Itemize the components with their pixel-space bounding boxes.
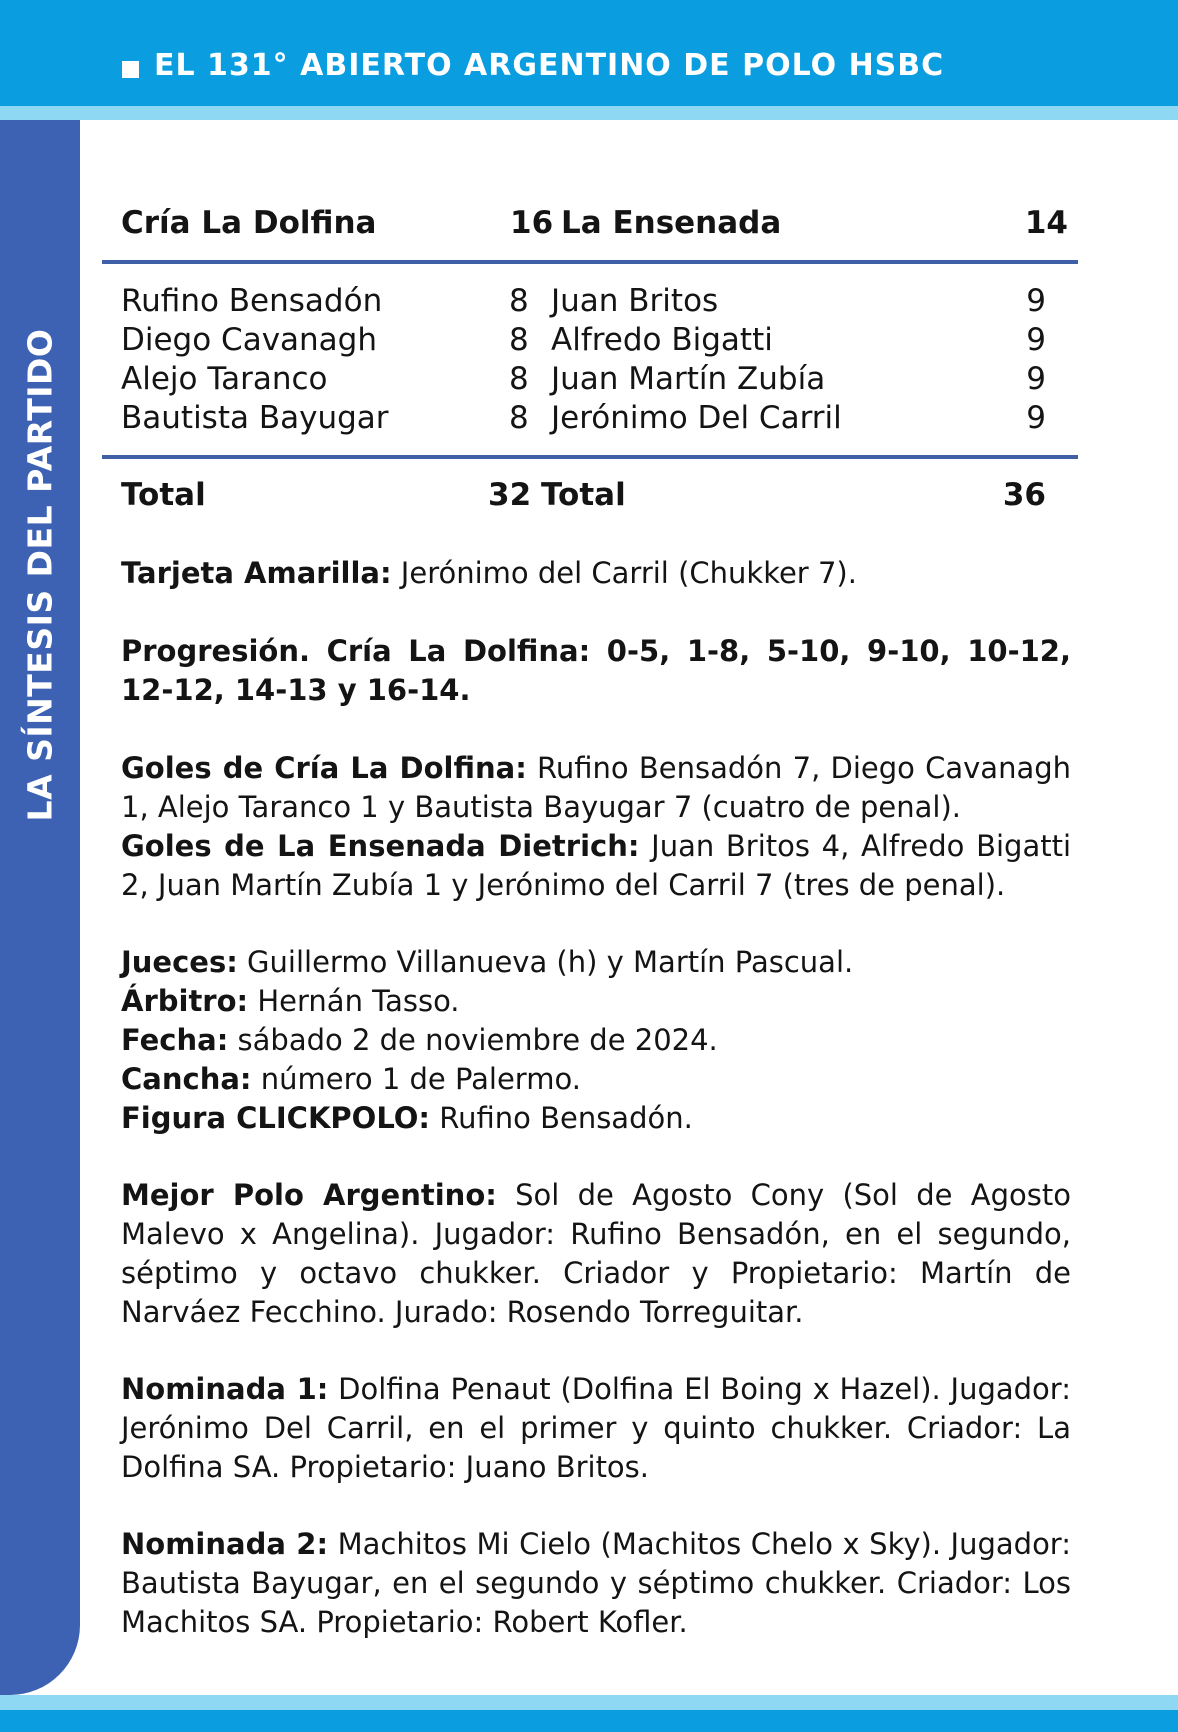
field-text: número 1 de Palermo. bbox=[260, 1062, 581, 1096]
officials bbox=[121, 943, 1071, 1138]
home-team-score: 16 bbox=[510, 205, 554, 241]
away-total-label: Total bbox=[541, 477, 626, 513]
judges-text: Guillermo Villanueva (h) y Martín Pascual. bbox=[247, 945, 854, 979]
nominee-1-label: Nominada 1: bbox=[121, 1372, 329, 1406]
away-player-name: Juan Britos bbox=[551, 283, 719, 319]
referee-label: Árbitro: bbox=[121, 984, 249, 1018]
away-goals-label: Goles de La Ensenada Dietrich: bbox=[121, 829, 640, 863]
home-player-name: Alejo Taranco bbox=[121, 361, 328, 397]
home-player-handicap: 8 bbox=[509, 283, 529, 319]
date-label: Fecha: bbox=[121, 1023, 229, 1057]
progression-line-2: 12-12, 14-13 y 16-14. bbox=[121, 673, 471, 707]
home-goals-label: Goles de Cría La Dolfina: bbox=[121, 751, 527, 785]
home-goals bbox=[121, 749, 1071, 827]
nominee-2-label: Nominada 2: bbox=[121, 1527, 329, 1561]
away-player-handicap: 9 bbox=[1026, 361, 1046, 397]
progression-line-1: Progresión. Cría La Dolfina: 0-5, 1-8, 5-10, 9-10, 10-12, bbox=[121, 634, 1071, 668]
judges-line bbox=[121, 943, 1071, 982]
mvp-line bbox=[121, 1099, 1071, 1138]
header-title: EL 131° ABIERTO ARGENTINO DE POLO HSBC bbox=[154, 48, 945, 83]
nominee-2-text: Machitos Mi Cielo (Machitos Chelo x Sky). Jugador: Bautista Bayugar, en el segundo y séptimo chukker. Criador: Los Machitos SA. Propietario: Robert Kofler. bbox=[121, 1527, 1071, 1639]
judges-label: Jueces: bbox=[121, 945, 238, 979]
home-goals-text: Rufino Bensadón 7, Diego Cavanagh 1, Alejo Taranco 1 y Bautista Bayugar 7 (cuatro de penal). bbox=[121, 751, 1072, 824]
away-player-name: Jerónimo Del Carril bbox=[551, 400, 842, 436]
home-player-name: Diego Cavanagh bbox=[121, 322, 378, 358]
mvp-label: Figura CLICKPOLO: bbox=[121, 1101, 431, 1135]
footer-accent-stripe bbox=[0, 1695, 1178, 1710]
progression bbox=[121, 632, 1071, 710]
home-total-value: 32 bbox=[488, 477, 532, 513]
nominee-1-text: Dolfina Penaut (Dolfina El Boing x Hazel). Jugador: Jerónimo Del Carril, en el primer y quinto chukker. Criador: La Dolfina SA. Propietario: Juano Britos. bbox=[121, 1372, 1071, 1484]
field-line bbox=[121, 1060, 1071, 1099]
best-horse-label: Mejor Polo Argentino: bbox=[121, 1178, 497, 1212]
header-accent-stripe bbox=[0, 106, 1178, 120]
home-player-handicap: 8 bbox=[509, 361, 529, 397]
yellow-card-text: Jerónimo del Carril (Chukker 7). bbox=[400, 556, 857, 590]
yellow-card bbox=[121, 554, 1071, 593]
sidebar-title: LA SÍNTESIS DEL PARTIDO bbox=[20, 328, 60, 822]
away-player-handicap: 9 bbox=[1026, 400, 1046, 436]
best-horse-text: Sol de Agosto Cony (Sol de Agosto Malevo x Angelina). Jugador: Rufino Bensadón, en el segundo, séptimo y octavo chukker. Criador y Propietario: Martín de Narváez Fecchino. Jurado: Rosendo Torreguitar. bbox=[121, 1178, 1071, 1329]
away-team-name: La Ensenada bbox=[561, 205, 782, 241]
best-horse bbox=[121, 1176, 1071, 1332]
home-player-name: Bautista Bayugar bbox=[121, 400, 389, 436]
away-player-handicap: 9 bbox=[1026, 322, 1046, 358]
home-team-name: Cría La Dolfina bbox=[121, 205, 377, 241]
sidebar-band bbox=[0, 120, 80, 1695]
goals-section bbox=[121, 749, 1071, 905]
away-goals-text: Juan Britos 4, Alfredo Bigatti 2, Juan Martín Zubía 1 y Jerónimo del Carril 7 (tres de penal). bbox=[121, 829, 1072, 902]
square-bullet-icon bbox=[122, 61, 139, 78]
referee-text: Hernán Tasso. bbox=[257, 984, 460, 1018]
date-text: sábado 2 de noviembre de 2024. bbox=[237, 1023, 718, 1057]
footer-bar bbox=[0, 1710, 1178, 1732]
home-player-name: Rufino Bensadón bbox=[121, 283, 383, 319]
away-goals bbox=[121, 827, 1071, 905]
date-line bbox=[121, 1021, 1071, 1060]
nominee-1 bbox=[121, 1370, 1071, 1487]
home-total-label: Total bbox=[121, 477, 206, 513]
away-player-name: Juan Martín Zubía bbox=[551, 361, 826, 397]
table-divider-top bbox=[102, 260, 1078, 264]
table-divider-bottom bbox=[102, 455, 1078, 459]
yellow-card-label: Tarjeta Amarilla: bbox=[121, 556, 392, 590]
away-total-value: 36 bbox=[1002, 477, 1046, 513]
away-player-name: Alfredo Bigatti bbox=[551, 322, 773, 358]
mvp-text: Rufino Bensadón. bbox=[439, 1101, 693, 1135]
field-label: Cancha: bbox=[121, 1062, 252, 1096]
away-team-score: 14 bbox=[1024, 205, 1068, 241]
referee-line bbox=[121, 982, 1071, 1021]
home-player-handicap: 8 bbox=[509, 400, 529, 436]
nominee-2 bbox=[121, 1525, 1071, 1642]
home-player-handicap: 8 bbox=[509, 322, 529, 358]
away-player-handicap: 9 bbox=[1026, 283, 1046, 319]
